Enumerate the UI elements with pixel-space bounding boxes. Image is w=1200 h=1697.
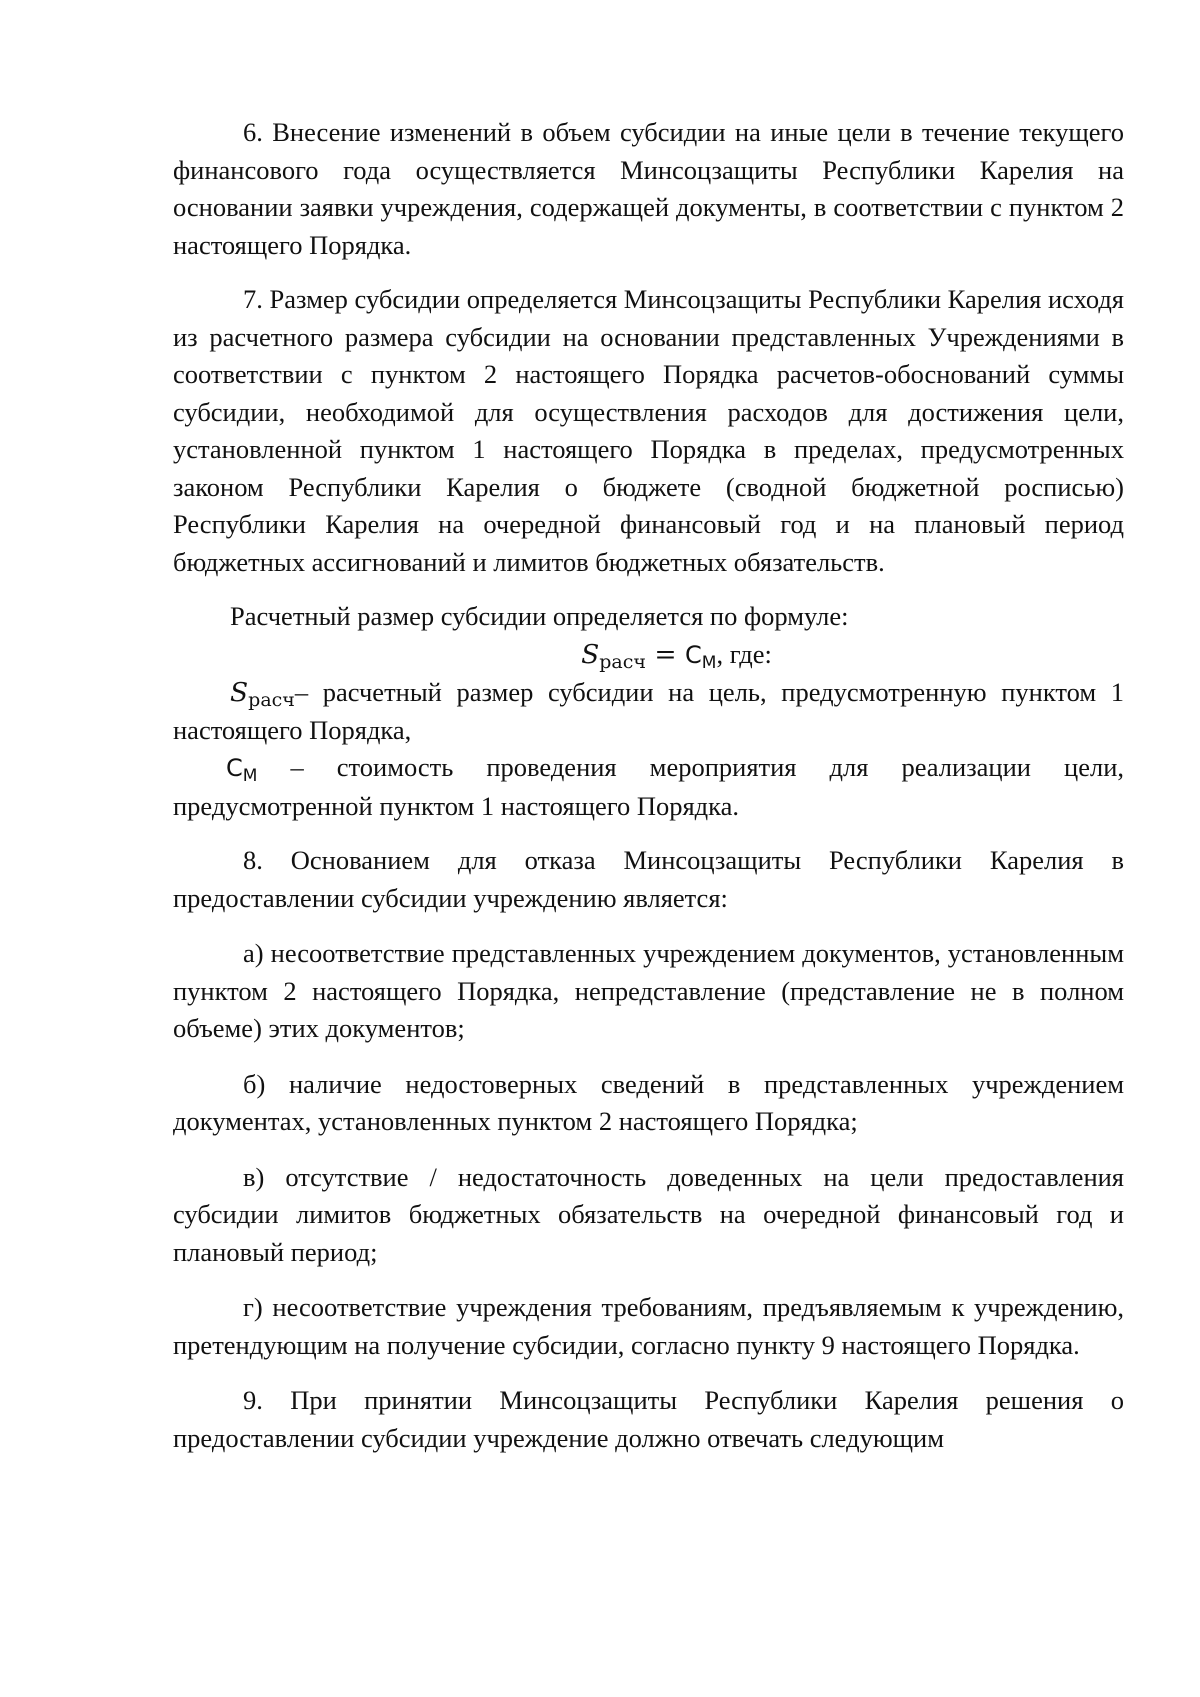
formula-c: $С_М$ bbox=[685, 640, 717, 673]
formula-s: $S_{расч}$ bbox=[581, 638, 646, 673]
definition-s bbox=[173, 674, 1124, 749]
formula-tail: , где: bbox=[716, 638, 772, 669]
def-c-symbol: $С_М$ bbox=[226, 754, 258, 786]
formula-line bbox=[173, 636, 1124, 675]
paragraph-item-9: 9. При принятии Минсоцзащиты Республики Карелия решения о предоставлении субсидии учреждение должно отвечать следующим bbox=[173, 1385, 1124, 1453]
paragraph-item-8b: б) наличие недостоверных сведений в представленных учреждением документах, установленных пунктом 2 настоящего Порядка; bbox=[173, 1068, 1124, 1136]
definition-c bbox=[173, 749, 1124, 825]
paragraph-item-8: 8. Основанием для отказа Минсоцзащиты Республики Карелия в предоставлении субсидии учреждению является: bbox=[173, 845, 1124, 913]
formula-intro: Расчетный размер субсидии определяется по формуле: bbox=[230, 601, 849, 631]
paragraph-item-7: 7. Размер субсидии определяется Минсоцзащиты Республики Карелия исходя из расчетного размера субсидии на основании представленных Учреждениями в соответствии с пунктом 2 настоящего Порядка расчетов-обоснований суммы субсидии, необходимой для осуществления расходов для достижения цели, установленной пунктом 1 настоящего Порядка в пределах, предусмотренных законом Республики Карелия о бюджете (сводной бюджетной росписью) Республики Карелия на очередной финансовый год и на плановый период бюджетных ассигнований и лимитов бюджетных обязательств. bbox=[173, 284, 1124, 577]
paragraph-item-8g: г) несоответствие учреждения требованиям, предъявляемым к учреждению, претендующим на получение субсидии, согласно пункту 9 настоящего Порядка. bbox=[173, 1292, 1124, 1360]
def-s-symbol: $S_{расч}$ bbox=[230, 677, 295, 711]
paragraph-item-6: 6. Внесение изменений в объем субсидии на иные цели в течение текущего финансового года осуществляется Минсоцзащиты Республики Карелия на основании заявки учреждения, содержащей документы, в соответствии с пунктом 2 настоящего Порядка. bbox=[173, 117, 1124, 260]
document-page bbox=[173, 114, 1124, 1457]
paragraph-item-8v: в) отсутствие / недостаточность доведенных на цели предоставления субсидии лимитов бюджетных обязательств на очередной финансовый год и плановый период; bbox=[173, 1161, 1124, 1267]
paragraph-item-8a: а) несоответствие представленных учреждением документов, установленным пунктом 2 настоящего Порядка, непредставление (представление не в полном объеме) этих документов; bbox=[173, 938, 1124, 1043]
def-s-text: – расчетный размер субсидии на цель, предусмотренную пунктом 1 настоящего Порядка, bbox=[173, 677, 1124, 745]
def-c-text: – стоимость проведения мероприятия для реализации цели, предусмотренной пунктом 1 настоящего Порядка. bbox=[173, 752, 1124, 821]
formula-equals: = bbox=[645, 638, 686, 670]
